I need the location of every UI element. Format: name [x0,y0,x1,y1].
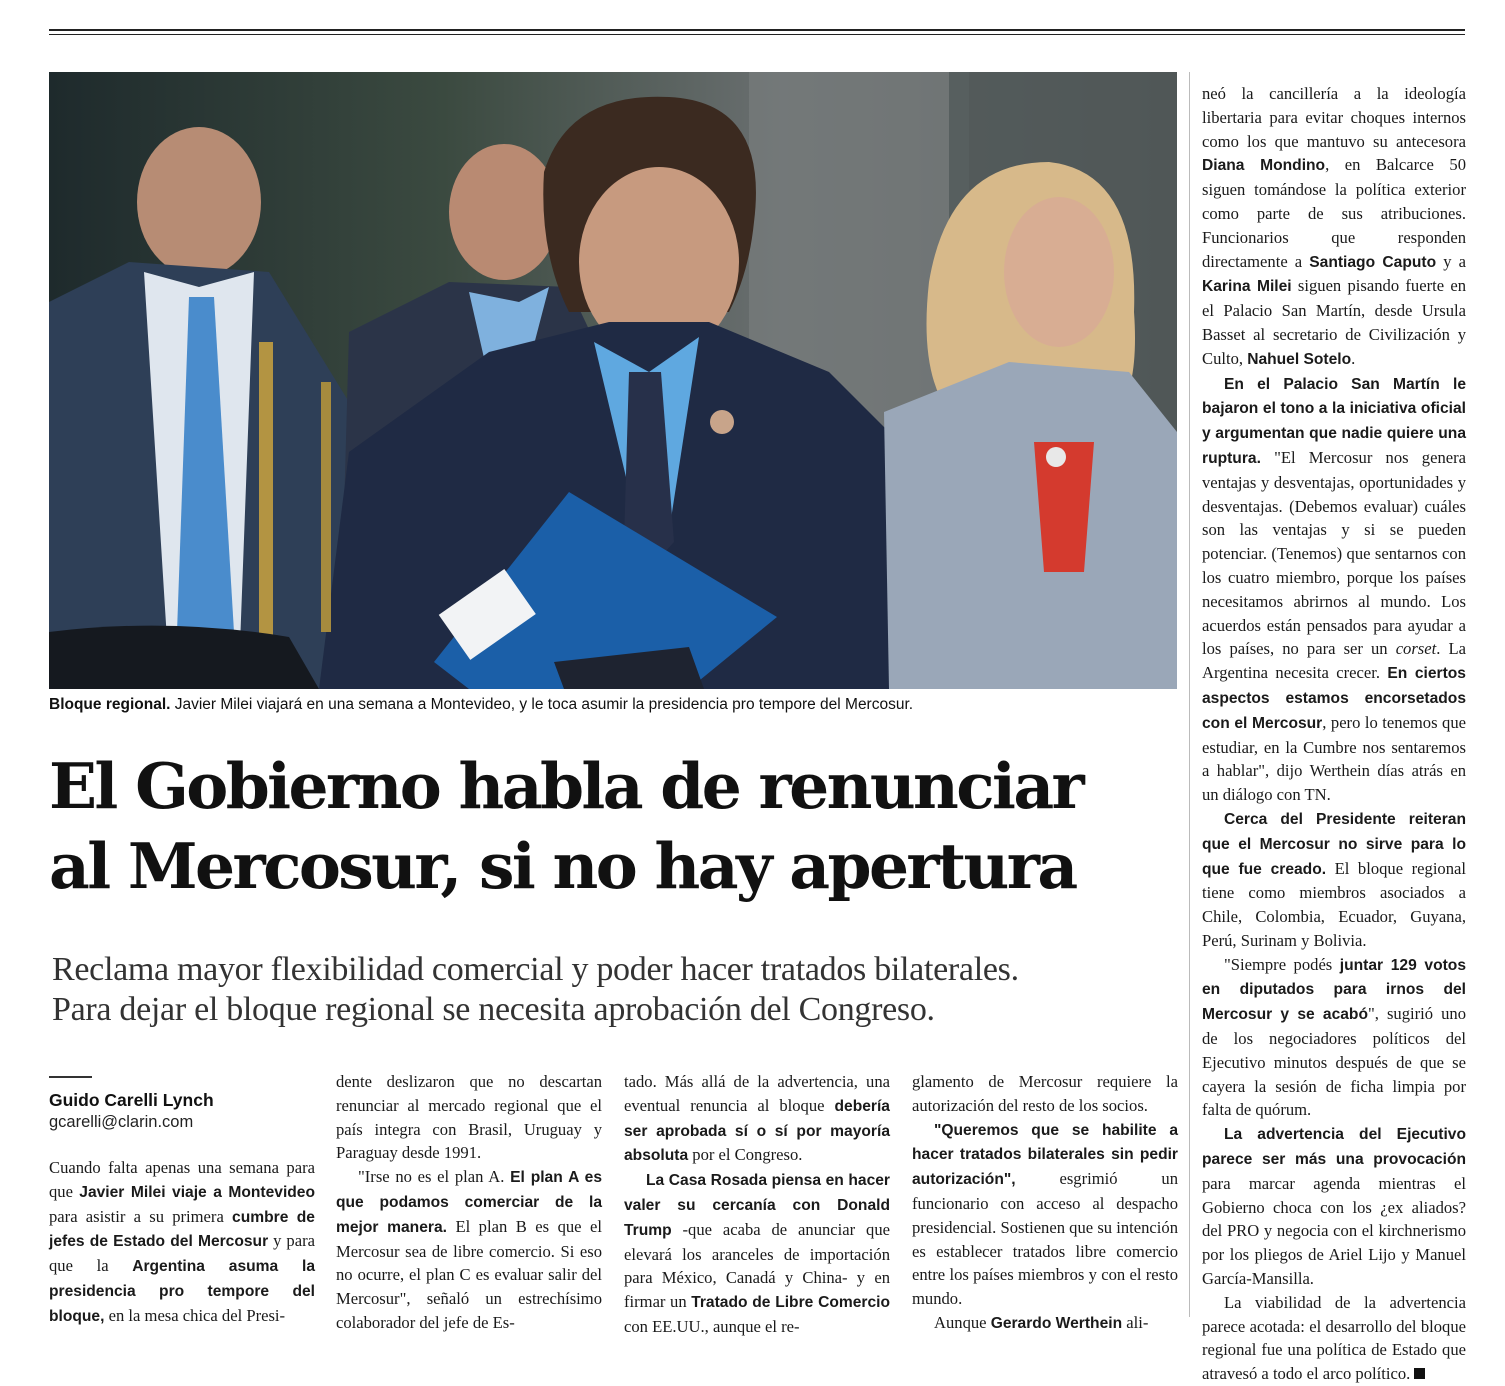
headline-line-1: El Gobierno habla de renunciar [49,749,1083,823]
body-column-5 [1202,82,1466,1386]
author-email: gcarelli@clarin.com [49,1113,194,1131]
photo-caption: Bloque regional. Javier Milei viajará en una semana a Montevideo, y le toca asumir la presidencia pro tempore del Mercosur. [49,696,914,713]
body-column-4 [912,1070,1178,1336]
subheadline-line-1: Reclama mayor flexibilidad comercial y poder hacer tratados bilaterales. [52,951,1019,988]
paragraph: Aunque Gerardo Werthein ali- [934,1312,1149,1332]
paragraph: La viabilidad de la advertencia parece acotada: el desarrollo del bloque regional fue una política de Estado que atravesó a todo el arco político. [1202,1292,1466,1384]
news-photo [49,72,1177,689]
body-column-2 [336,1070,602,1335]
paragraph: Cerca del Presidente reiteran que el Mercosur no sirve para lo que fue creado. El bloque regional tiene como miembros asociados a Chile, Colombia, Ecuador, Guyana, Perú, Surinam y Bolivia. [1202,810,1466,950]
author-name: Guido Carelli Lynch [49,1090,214,1110]
paragraph: En el Palacio San Martín le bajaron el tono a la iniciativa oficial y argumentan que nadie quiere una ruptura. "El Mercosur nos genera ventajas y desventajas, oportunidades y desventajas. (Debemos evaluar) cuáles son las ventajas y si se pueden potenciar. (Tenemos) que sentarnos con los cuatro miembro, porque los países necesitamos abrirnos al mundo. Los acuerdos están pensados para ayudar a los países, no para ser un corset. La Argentina necesita crecer. En ciertos aspectos estamos encorsetados con el Mercosur, pero lo tenemos que estudiar, en la Cumbre nos sentaremos a hablar", dijo Werthein días atrás en un diálogo con TN. [1202,375,1466,805]
paragraph: "Irse no es el plan A. El plan A es que podamos comerciar de la mejor manera. El plan B es que el Mercosur sea de libre comercio. Si eso no ocurre, el plan C es evaluar salir del Mercosur", señaló un estrechísimo colaborador del jefe de Es- [336,1167,603,1332]
top-rule [49,29,1465,31]
subheadline-line-2: Para dejar el bloque regional se necesita aprobación del Congreso. [52,991,935,1028]
paragraph: "Siempre podés juntar 129 votos en diputados para irnos del Mercosur y se acabó", sugirió uno de los negociadores políticos del Ejecutivo minutos después de que se cayera la sesión de ficha limpia por falta de quórum. [1202,954,1466,1120]
subheadline [52,950,1182,1030]
paragraph: "Queremos que se habilite a hacer tratados bilaterales sin pedir autorización", esgrimió un funcionario con acceso al despacho presidencial. Sostienen que su intención es establecer tratados libre comercio entre los países miembros y con el resto mundo. [912,1121,1178,1309]
headline [49,746,1184,906]
end-of-article-icon [1414,1368,1425,1379]
column-divider [1189,72,1190,1317]
body-column-1 [49,1156,315,1329]
paragraph: tado. Más allá de la advertencia, una eventual renuncia al bloque debería ser aprobada sí o sí por mayoría absoluta por el Congreso. [624,1072,890,1165]
byline-rule [49,1076,92,1078]
paragraph: La advertencia del Ejecutivo parece ser más una provocación para marcar agenda mientras el Gobierno choca con los ¿ex aliados? del PRO y negocia con el kirchnerismo por los pliegos de Ariel Lijo y Manuel García-Mansilla. [1202,1126,1466,1289]
headline-line-2: al Mercosur, si no hay apertura [49,829,1076,903]
body-column-3 [624,1070,890,1339]
paragraph: neó la cancillería a la ideología libertaria para evitar choques internos como los que mantuvo su antecesora Diana Mondino, en Balcarce 50 siguen tomándose la política exterior como parte de sus atribuciones. Funcionarios que responden directamente a Santiago Caputo y a Karina Milei siguen pisando fuerte en el Palacio San Martín, desde Ursula Basset al secretario de Civilización y Culto, Nahuel Sotelo. [1202,84,1466,368]
paragraph: dente deslizaron que no descartan renunciar al mercado regional que el país integra con Brasil, Uruguay y Paraguay desde 1991. [336,1072,602,1163]
paragraph: Cuando falta apenas una semana para que Javier Milei viaje a Montevideo para asistir a su primera cumbre de jefes de Estado del Mercosur y para que la Argentina asuma la presidencia pro tempore del bloque, en la mesa chica del Presi- [49,1158,316,1325]
paragraph: La Casa Rosada piensa en hacer valer su cercanía con Donald Trump -que acaba de anunciar que elevará los aranceles de importación para México, Canadá y China- y en firmar un Tratado de Libre Comercio con EE.UU., aunque el re- [624,1172,890,1336]
top-rule-thin [49,34,1465,35]
paragraph: glamento de Mercosur requiere la autorización del resto de los socios. [912,1072,1178,1115]
